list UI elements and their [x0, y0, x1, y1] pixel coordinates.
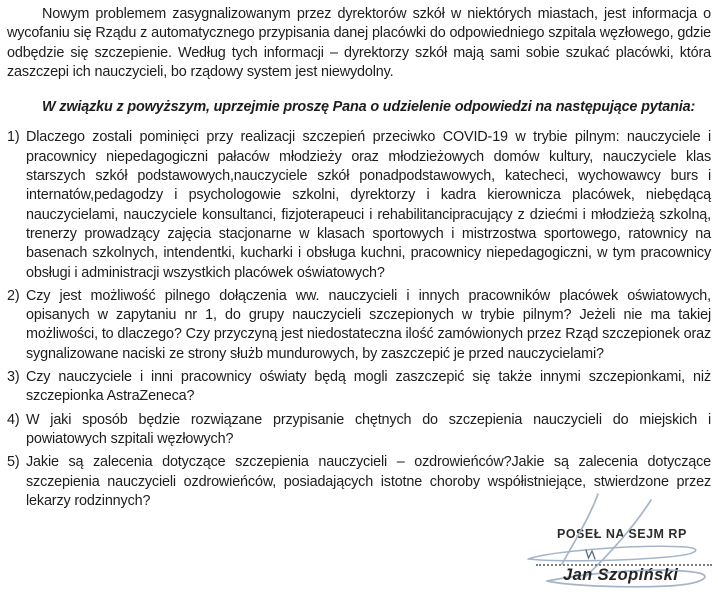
question-number: 1): [7, 129, 20, 146]
question-text: Jakie są zalecenia dotyczące szczepienia nauczycieli – ozdrowieńców?Jakie są zalecenia dotyczące szczepienia nauczycieli ozdrowieńców, posiadających istotne choroby współistniejące, stwierdzone przez lekarzy rodzinnych?: [26, 454, 711, 509]
questions-list: [7, 128, 711, 511]
question-text: W jaki sposób będzie rozwiązane przypisanie chętnych do szczepienia nauczycieli do miejskich i powiatowych szpitali węzłowych?: [26, 411, 711, 447]
signature-role-title: POSEŁ NA SEJM RP: [557, 527, 687, 541]
question-item: [7, 287, 711, 364]
question-item: [7, 368, 711, 407]
question-text: Dlaczego zostali pominięci przy realizacji szczepień przeciwko COVID-19 w trybie pilnym: nauczyciele i pracownicy niepedagogiczni pałaców młodzieży oraz młodzieżowych domów kultury, nauczyciele klas starszych szkół podstawowych,nauczyciele szkół ponadpodstawowych, katecheci, wychowawcy burs i internatów,pedagodzy i psychologowie szkolni, dyrektorzy i kadra kierownicza placówek, niebędącą nauczycielami, nauczyciele konsultanci, fizjoterapeuci i rehabilitancipracujący z dziećmi i młodzieżą szkolną, trenerzy prowadzący zajęcia stacjonarne w klasach sportowych i mistrzostwa sportowego, ratownicy na basenach szkolnych, intendentki, kucharki i obsługa kuchni, pracownicy niepedagogiczni, w tym pracownicy obsługi i administracji wszystkich placówek oświatowych?: [26, 129, 711, 281]
question-text: Czy nauczyciele i inni pracownicy oświaty będą mogli zaszczepić się także innymi szczepionkami, niż szczepionka AstraZeneca?: [26, 369, 711, 405]
signature-name: Jan Szopiński: [563, 566, 679, 584]
question-item: [7, 453, 711, 511]
question-item: [7, 128, 711, 282]
signature-dotted-line: [536, 551, 712, 566]
intro-paragraph: Nowym problemem zasygnalizowanym przez dyrektorów szkół w niektórych miastach, jest informacja o wycofaniu się Rządu z automatycznego przypisania danej placówki do odpowiedniego szpitala węzłowego, gdzie odbędzie się szczepienie. Według tych informacji – dyrektorzy szkół mają sami sobie szukać placówki, która zaszczepi ich nauczycieli, bo rządowy system jest niewydolny.: [7, 6, 711, 80]
question-text: Czy jest możliwość pilnego dołączenia ww. nauczycieli i innych pracowników placówek oświatowych, opisanych w zapytaniu nr 1, do grupy nauczycieli szczepionych w trybie pilnym? Jeżeli nie ma takiej możliwości, to dlaczego? Czy przyczyną jest niedostateczna ilość zamówionych przez Rząd szczepionek oraz sygnalizowane naciski ze strony służb mundurowych, by zaszczepić je przed nauczycielami?: [26, 287, 711, 362]
request-heading: W związku z powyższym, uprzejmie proszę Pana o udzielenie odpowiedzi na następujące pytania:: [42, 99, 696, 116]
question-number: 3): [7, 369, 20, 386]
question-number: 4): [7, 411, 20, 428]
letter-body: [7, 5, 711, 515]
question-number: 5): [7, 454, 20, 471]
question-item: [7, 411, 711, 450]
question-number: 2): [7, 287, 20, 304]
